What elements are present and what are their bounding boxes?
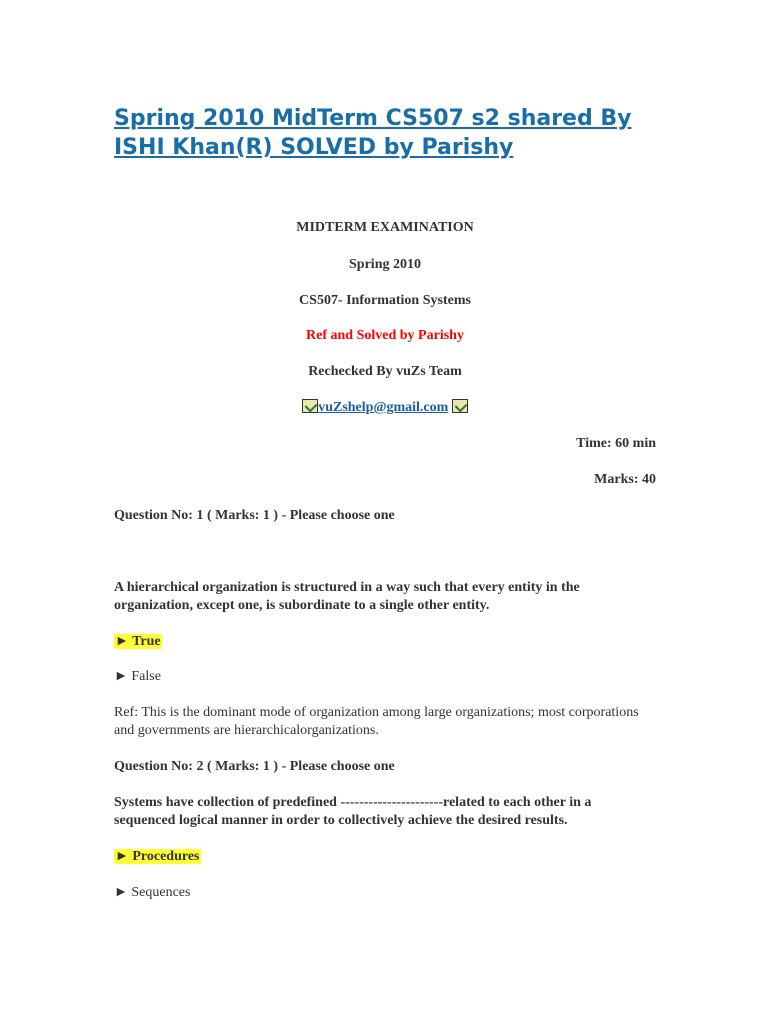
question-1-text: A hierarchical organization is structured in a way such that every entity in the organization, except one, is subordinate to a single other entity. xyxy=(114,580,580,613)
question-1-option-true xyxy=(114,633,656,651)
question-1-option-false: ► False xyxy=(114,669,161,684)
course-name: CS507- Information Systems xyxy=(299,293,471,308)
rechecked-line: Rechecked By vuZs Team xyxy=(308,364,462,379)
document-title[interactable]: Spring 2010 MidTerm CS507 s2 shared By ISHI Khan(R) SOLVED by Parishy xyxy=(114,106,632,160)
exam-time: Time: 60 min xyxy=(576,436,656,451)
question-2-option-procedures xyxy=(114,848,656,866)
mail-icon xyxy=(452,399,468,413)
exam-term: Spring 2010 xyxy=(349,257,421,272)
question-1-header: Question No: 1 ( Marks: 1 ) - Please choose one xyxy=(114,508,395,523)
exam-marks: Marks: 40 xyxy=(594,472,656,487)
exam-heading: MIDTERM EXAMINATION xyxy=(296,220,474,235)
question-2-option-sequences: ► Sequences xyxy=(114,885,191,900)
question-2-header: Question No: 2 ( Marks: 1 ) - Please choose one xyxy=(114,759,395,774)
correct-answer-highlight: ► Procedures xyxy=(115,849,200,864)
question-2-text: Systems have collection of predefined ----------------------related to each other in a sequenced logical manner in order to collectively achieve the desired results. xyxy=(114,795,592,828)
email-link[interactable]: vuZshelp@gmail.com xyxy=(318,400,449,415)
mail-icon xyxy=(302,399,318,413)
email-line xyxy=(114,399,656,416)
question-1-ref: Ref: This is the dominant mode of organization among large organizations; most corporations and governments are hierarchicalorganizations. xyxy=(114,705,639,738)
ref-solved-line: Ref and Solved by Parishy xyxy=(306,328,464,343)
correct-answer-highlight: ► True xyxy=(115,634,161,649)
